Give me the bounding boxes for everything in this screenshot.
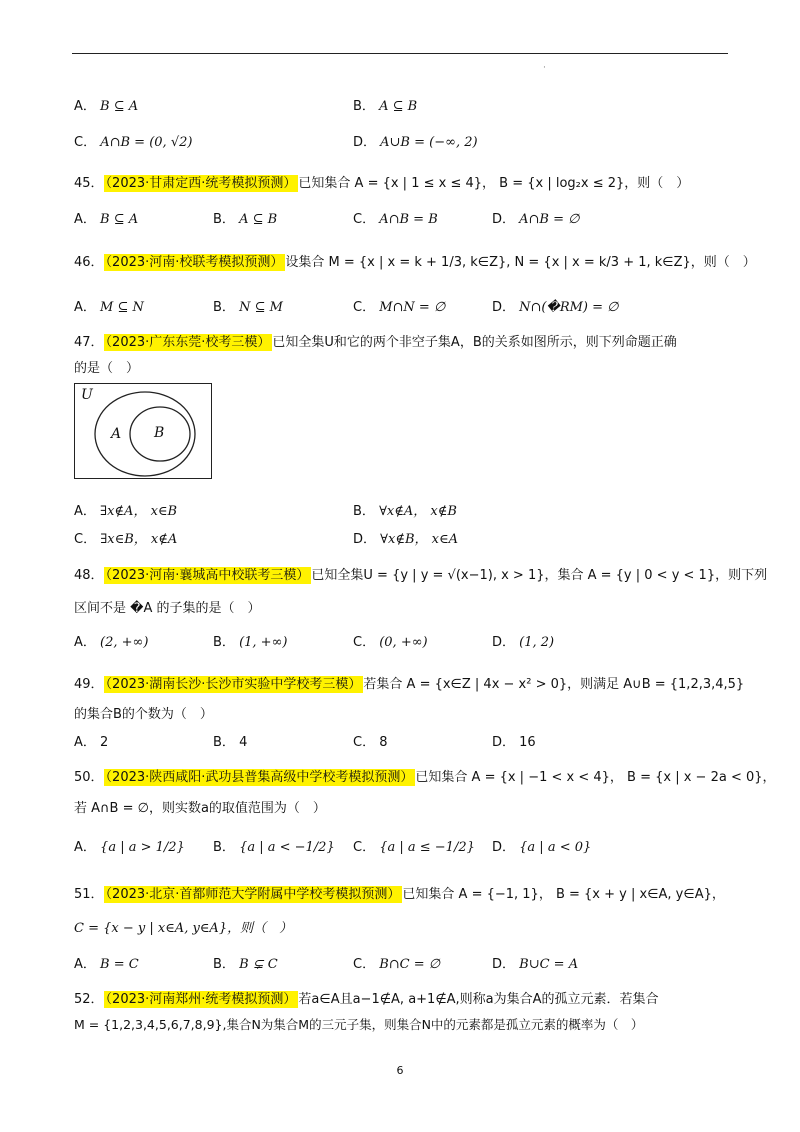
q51-option-d[interactable]: D． B∪C = A bbox=[492, 957, 579, 972]
q48-stem-line2: 区间不是 �A 的子集的是（ ） bbox=[74, 601, 261, 616]
q48-option-a[interactable]: A． (2, +∞) bbox=[74, 635, 149, 650]
q44-option-b[interactable]: B． A ⊆ B bbox=[353, 99, 418, 114]
q45-option-d[interactable]: D． A∩B = ∅ bbox=[492, 212, 580, 227]
q45-option-c[interactable]: C． A∩B = B bbox=[353, 212, 438, 227]
q44-option-d[interactable]: D． A∪B = (−∞, 2) bbox=[353, 135, 478, 150]
q51-source-tag: （2023·北京·首都师范大学附属中学校考模拟预测） bbox=[105, 887, 401, 902]
q44-option-a[interactable]: A． B ⊆ A bbox=[74, 99, 139, 114]
q50-option-c[interactable]: C． {a | a ≤ −1/2} bbox=[353, 840, 475, 855]
venn-label-u: U bbox=[81, 387, 93, 403]
q49-option-d[interactable]: D． 16 bbox=[492, 735, 536, 750]
q51-stem-line2: C = {x − y | x∈A, y∈A}，则（ ） bbox=[74, 921, 293, 936]
venn-diagram bbox=[74, 383, 212, 479]
header-rule bbox=[72, 53, 728, 54]
q50-option-b[interactable]: B． {a | a < −1/2} bbox=[213, 840, 335, 855]
q47-option-b[interactable]: B． ∀x∉A， x∉B bbox=[353, 504, 457, 519]
q44-option-c[interactable]: C． A∩B = (0, √2) bbox=[74, 135, 193, 150]
q47-option-a[interactable]: A． ∃x∉A， x∈B bbox=[74, 504, 178, 519]
q46-option-a[interactable]: A． M ⊆ N bbox=[74, 300, 144, 315]
q49-option-a[interactable]: A． 2 bbox=[74, 735, 109, 750]
q45-option-a[interactable]: A． B ⊆ A bbox=[74, 212, 139, 227]
q46-option-c[interactable]: C． M∩N = ∅ bbox=[353, 300, 446, 315]
header-dot: · bbox=[543, 63, 546, 73]
q47-stem-line2: 的是（ ） bbox=[74, 361, 140, 376]
q47-source-tag: （2023·广东东莞·校考三模） bbox=[105, 335, 271, 350]
page-number: 6 bbox=[396, 1064, 404, 1077]
q45-option-b[interactable]: B． A ⊆ B bbox=[213, 212, 278, 227]
q46-source-tag: （2023·河南·校联考模拟预测） bbox=[105, 255, 284, 270]
q45-source-tag: （2023·甘肃定西·统考模拟预测） bbox=[105, 176, 297, 191]
q49-option-b[interactable]: B． 4 bbox=[213, 735, 248, 750]
q51-stem-line1: 51． （2023·北京·首都师范大学附属中学校考模拟预测） 已知集合 A = {−1, 1}， B = {x + y | x∈A, y∈A}， bbox=[74, 887, 725, 902]
venn-circle-a bbox=[95, 392, 195, 476]
q50-option-d[interactable]: D． {a | a < 0} bbox=[492, 840, 592, 855]
q50-stem-line1: 50． （2023·陕西咸阳·武功县普集高级中学校考模拟预测） 已知集合 A = {x | −1 < x < 4}， B = {x | x − 2a < 0}， bbox=[74, 770, 776, 785]
q51-option-c[interactable]: C． B∩C = ∅ bbox=[353, 957, 441, 972]
q47-option-c[interactable]: C． ∃x∈B， x∉A bbox=[74, 532, 178, 547]
q46-option-b[interactable]: B． N ⊆ M bbox=[213, 300, 283, 315]
q47-stem-line1: 47． （2023·广东东莞·校考三模） 已知全集U和它的两个非空子集A，B的关系如图所示，则下列命题正确 bbox=[74, 335, 677, 350]
q49-stem-line2: 的集合B的个数为（ ） bbox=[74, 707, 213, 722]
q46-option-d[interactable]: D． N∩(�RM) = ∅ bbox=[492, 300, 619, 315]
q49-source-tag: （2023·湖南长沙·长沙市实验中学校考三模） bbox=[105, 677, 362, 692]
q51-option-b[interactable]: B． B ⊊ C bbox=[213, 957, 278, 972]
q48-source-tag: （2023·河南·襄城高中校联考三模） bbox=[105, 568, 310, 583]
q48-stem-line1: 48． （2023·河南·襄城高中校联考三模） 已知全集U = {y | y = √(x−1), x > 1}，集合 A = {y | 0 < y < 1}，则下列 bbox=[74, 568, 768, 583]
q45-stem: 45． （2023·甘肃定西·统考模拟预测） 已知集合 A = {x | 1 ≤ x ≤ 4}， B = {x | log₂x ≤ 2}，则（ ） bbox=[74, 176, 690, 191]
q50-stem-line2: 若 A∩B = ∅，则实数a的取值范围为（ ） bbox=[74, 801, 326, 816]
q48-option-b[interactable]: B． (1, +∞) bbox=[213, 635, 288, 650]
q52-stem-line2: M = {1,2,3,4,5,6,7,8,9},集合N为集合M的三元子集，则集合N中的元素都是孤立元素的概率为（ ） bbox=[74, 1017, 644, 1032]
q48-option-d[interactable]: D． (1, 2) bbox=[492, 635, 555, 650]
q48-option-c[interactable]: C． (0, +∞) bbox=[353, 635, 428, 650]
q46-stem: 46． （2023·河南·校联考模拟预测） 设集合 M = {x | x = k + 1/3, k∈Z}, N = {x | x = k/3 + 1, k∈Z}，则（ ） bbox=[74, 255, 756, 270]
q49-stem-line1: 49． （2023·湖南长沙·长沙市实验中学校考三模） 若集合 A = {x∈Z | 4x − x² > 0}，则满足 A∪B = {1,2,3,4,5} bbox=[74, 677, 745, 692]
q49-option-c[interactable]: C． 8 bbox=[353, 735, 388, 750]
q52-stem-line1: 52． （2023·河南郑州·统考模拟预测） 若a∈A且a−1∉A, a+1∉A,则称a为集合A的孤立元素．若集合 bbox=[74, 992, 659, 1007]
venn-label-a: A bbox=[111, 426, 122, 442]
q52-source-tag: （2023·河南郑州·统考模拟预测） bbox=[105, 992, 297, 1007]
q47-option-d[interactable]: D． ∀x∉B， x∈A bbox=[353, 532, 458, 547]
venn-label-b: B bbox=[154, 425, 165, 441]
q50-source-tag: （2023·陕西咸阳·武功县普集高级中学校考模拟预测） bbox=[105, 770, 414, 785]
q50-option-a[interactable]: A． {a | a > 1/2} bbox=[74, 840, 185, 855]
q51-option-a[interactable]: A． B = C bbox=[74, 957, 139, 972]
